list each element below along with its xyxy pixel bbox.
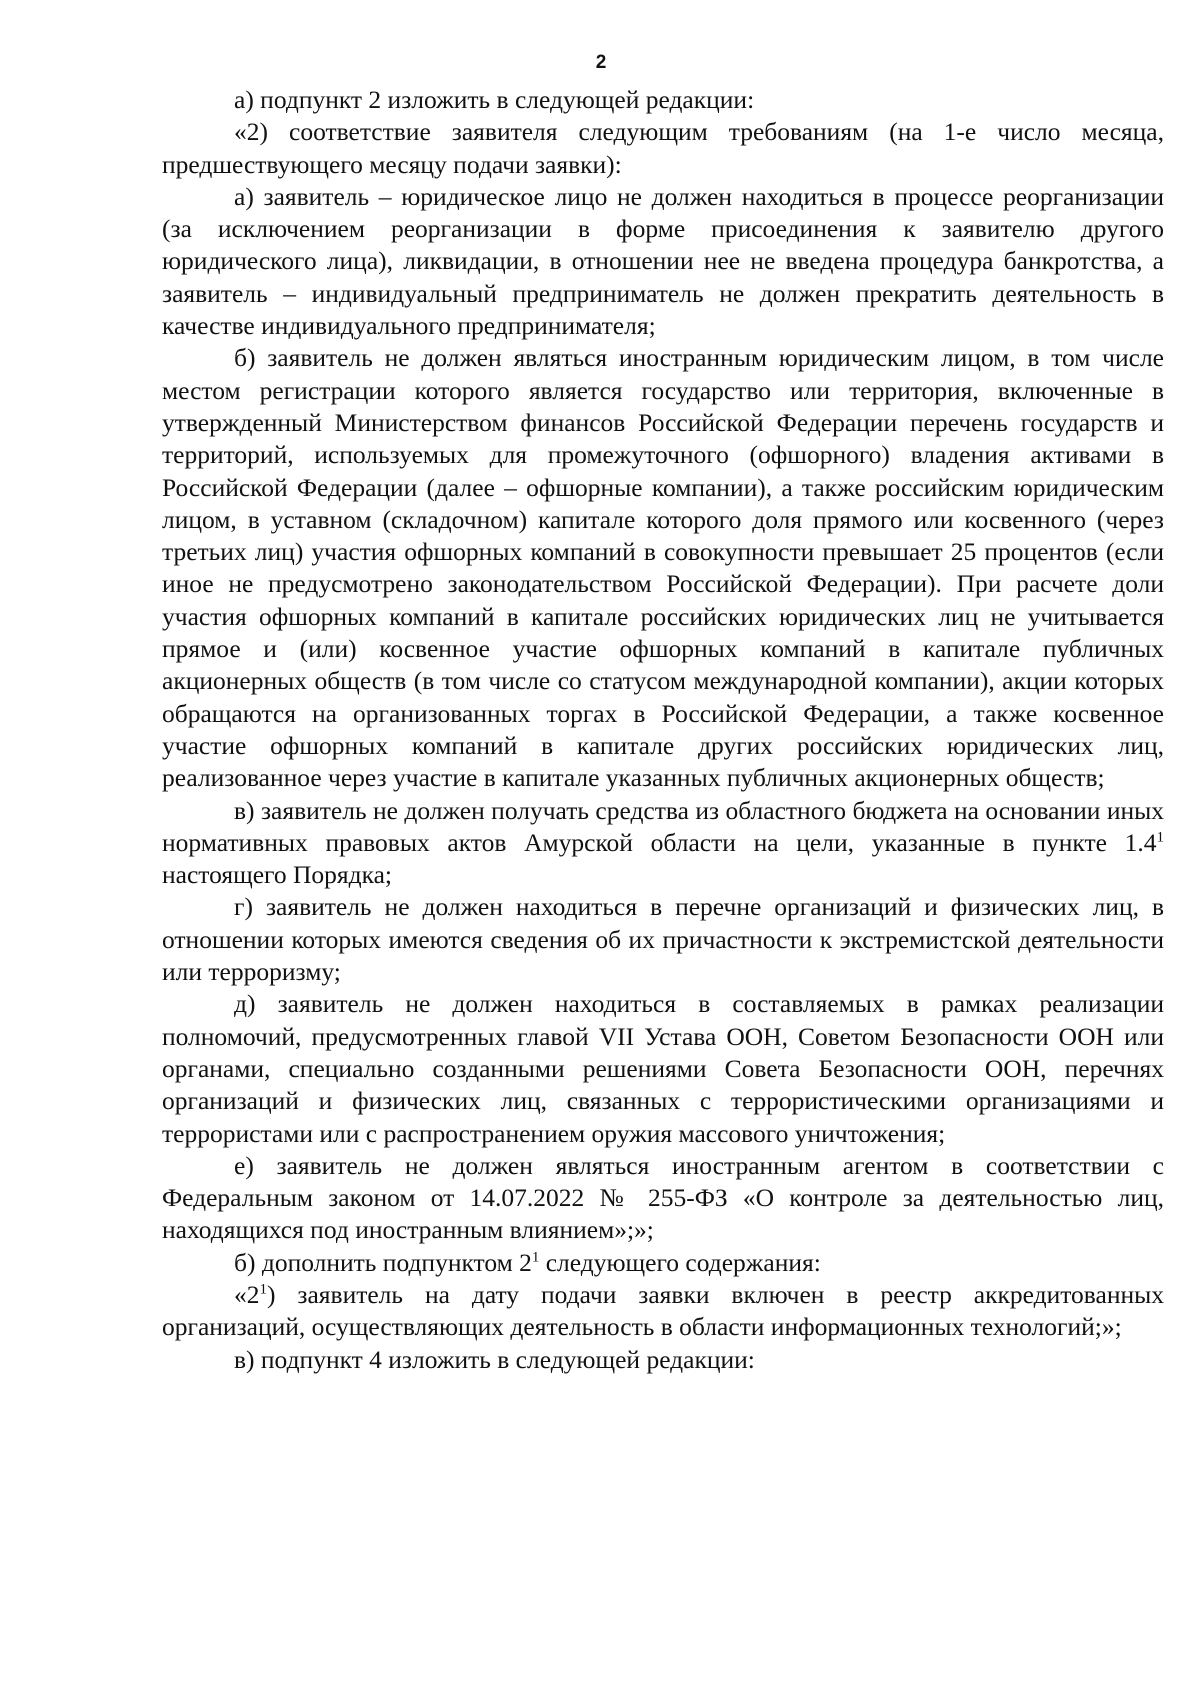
paragraph-text: ) заявитель на дату подачи заявки включен в реестр аккредитованных организаций, осуществляющих деятельность в области информационных технологий;»; bbox=[162, 1279, 1164, 1342]
paragraph bbox=[162, 342, 1164, 794]
superscript: 1 bbox=[1156, 829, 1164, 846]
paragraph-text: а) подпункт 2 изложить в следующей редакции: bbox=[234, 85, 755, 114]
paragraph-text: в) подпункт 4 изложить в следующей редакции: bbox=[234, 1344, 755, 1374]
paragraph bbox=[162, 795, 1164, 892]
paragraph bbox=[162, 988, 1164, 1149]
paragraph-text: а) заявитель – юридическое лицо не должен находиться в процессе реорганизации (за исключением реорганизации в форме присоединения к заявителю другого юридического лица), ликвидации, в отношении нее не введена процедура банкротства, а заявитель – индивидуальный предприниматель не должен прекратить деятельность в качестве индивидуального предпринимателя; bbox=[162, 181, 1164, 341]
paragraph-text: д) заявитель не должен находиться в составляемых в рамках реализации полномочий, предусмотренных главой VII Устава ООН, Советом Безопасности ООН или органами, специально созданными решениями Совета Безопасности ООН, перечнях организаций и физических лиц, связанных с террористическими организациями и террористами или с распространением оружия массового уничтожения; bbox=[162, 989, 1164, 1148]
paragraph-text: следующего содержания: bbox=[539, 1247, 821, 1277]
paragraph bbox=[162, 1247, 1164, 1279]
paragraph-text: б) дополнить подпунктом 2 bbox=[234, 1247, 532, 1277]
paragraph bbox=[162, 1279, 1164, 1344]
paragraph bbox=[162, 84, 1164, 116]
paragraph bbox=[162, 891, 1164, 988]
paragraph-text: е) заявитель не должен являться иностранным агентом в соответствии с Федеральным законом от 14.07.2022 № 255-ФЗ «О контроле за деятельностью лиц, находящихся под иностранным влиянием»;»; bbox=[162, 1150, 1164, 1245]
paragraph-text: г) заявитель не должен находиться в перечне организаций и физических лиц, в отношении которых имеются сведения об их причастности к экстремистской деятельности или терроризму; bbox=[162, 892, 1164, 987]
superscript: 1 bbox=[259, 1281, 267, 1298]
page-number: 2 bbox=[595, 52, 607, 73]
paragraph bbox=[162, 181, 1164, 342]
paragraph bbox=[162, 116, 1164, 181]
paragraph-text: «2) соответствие заявителя следующим требованиям (на 1-е число месяца, предшествующего месяцу подачи заявки): bbox=[162, 117, 1164, 179]
paragraph-text: б) заявитель не должен являться иностранным юридическим лицом, в том числе местом регистрации которого является государство или территория, включенные в утвержденный Министерством финансов Российской Федерации перечень государств и территорий, используемых для промежуточного (офшорного) владения активами в Российской Федерации (далее – офшорные компании), а также российским юридическим лицом, в уставном (складочном) капитале которого доля прямого или косвенного (через третьих лиц) участия офшорных компаний в совокупности превышает 25 процентов (если иное не предусмотрено законодательством Российской Федерации). При расчете доли участия офшорных компаний в капитале российских юридических лиц не учитывается прямое и (или) косвенное участие офшорных компаний в капитале публичных акционерных обществ (в том числе со статусом международной компании), акции которых обращаются на организованных торгах в Российской Федерации, а также косвенное участие офшорных компаний в капитале других российских юридических лиц, реализованное через участие в капитале указанных публичных акционерных обществ; bbox=[162, 343, 1164, 793]
superscript: 1 bbox=[531, 1249, 540, 1266]
paragraph-text: настоящего Порядка; bbox=[162, 860, 393, 890]
paragraph-text: «2 bbox=[234, 1279, 260, 1309]
paragraph-text: в) заявитель не должен получать средства из областного бюджета на основании иных нормативных правовых актов Амурской области на цели, указанные в пункте 1.4 bbox=[162, 795, 1164, 857]
paragraph bbox=[162, 1150, 1164, 1247]
paragraph bbox=[162, 1344, 1164, 1376]
